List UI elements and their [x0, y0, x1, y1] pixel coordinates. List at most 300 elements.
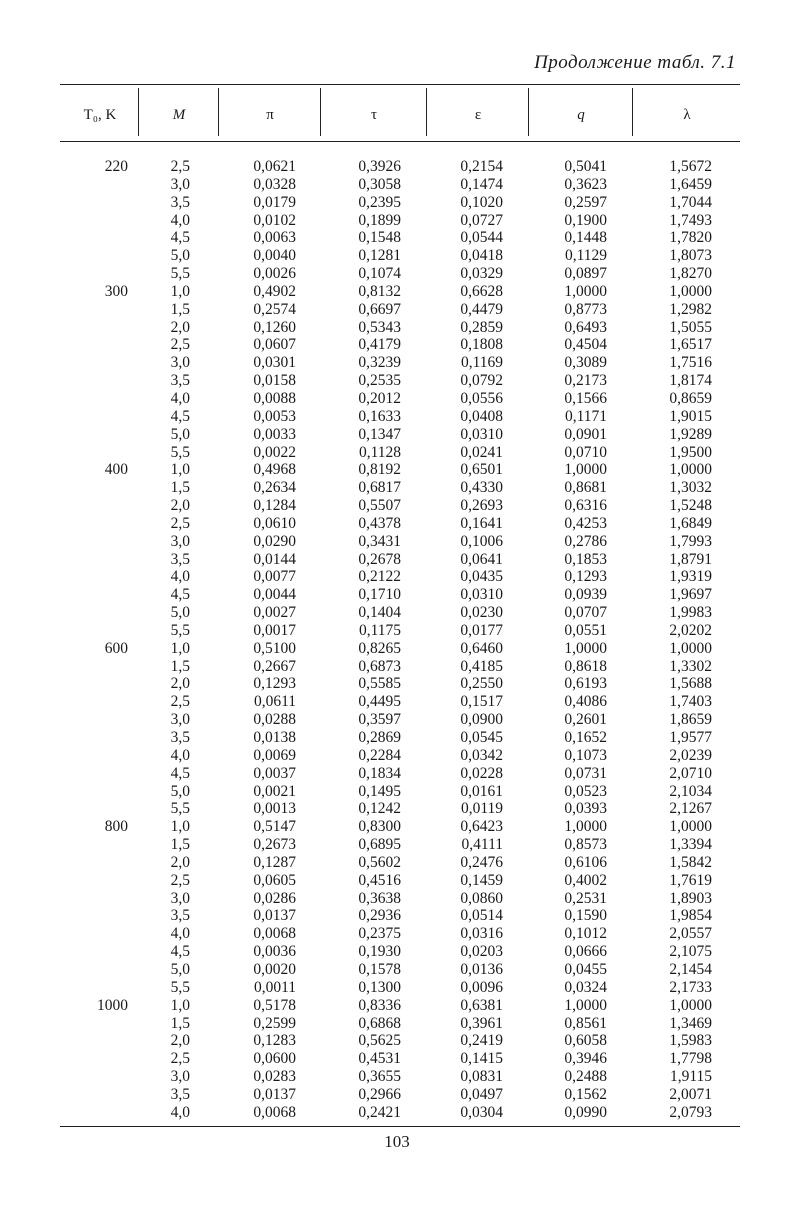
header-pi: π	[266, 106, 274, 123]
cell-lambda: 1,9983	[669, 604, 712, 622]
cell-q: 0,6316	[564, 497, 607, 515]
cell-epsilon: 0,2419	[460, 1032, 503, 1050]
cell-q: 0,6058	[564, 1032, 607, 1050]
cell-lambda: 1,9500	[669, 443, 712, 461]
column-pi	[236, 158, 296, 1122]
table-bottom-rule	[60, 1126, 740, 1127]
cell-tau: 0,1347	[358, 425, 401, 443]
cell-epsilon: 0,1459	[460, 871, 503, 889]
cell-pi: 0,0621	[253, 158, 296, 175]
cell-pi: 0,0022	[253, 443, 296, 461]
cell-pi: 0,0077	[253, 568, 296, 586]
cell-lambda: 1,5672	[669, 158, 712, 175]
cell-pi: 0,2574	[253, 300, 296, 318]
cell-q: 0,6493	[564, 318, 607, 336]
cell-tau: 0,8265	[358, 639, 401, 657]
header-separator	[632, 88, 633, 136]
cell-q: 1,0000	[564, 282, 607, 300]
cell-epsilon: 0,0727	[460, 211, 503, 229]
cell-lambda: 2,0793	[669, 1103, 712, 1121]
cell-pi: 0,5100	[253, 639, 296, 657]
cell-tau: 0,1300	[358, 978, 401, 996]
cell-q: 0,1448	[564, 229, 607, 247]
cell-lambda: 1,9289	[669, 425, 712, 443]
cell-m: 2,0	[170, 1032, 190, 1050]
cell-t0	[58, 961, 128, 979]
cell-epsilon: 0,1808	[460, 336, 503, 354]
cell-epsilon: 0,1006	[460, 532, 503, 550]
cell-pi: 0,0088	[253, 389, 296, 407]
cell-q: 0,0523	[564, 782, 607, 800]
cell-pi: 0,0288	[253, 711, 296, 729]
cell-lambda: 2,0710	[669, 764, 712, 782]
cell-m: 1,5	[170, 836, 190, 854]
cell-pi: 0,0063	[253, 229, 296, 247]
cell-t0: 300	[104, 282, 128, 300]
cell-lambda: 2,0239	[669, 746, 712, 764]
cell-m: 2,5	[170, 871, 190, 889]
cell-lambda: 1,8791	[669, 550, 712, 568]
cell-t0	[58, 194, 128, 212]
cell-m: 1,5	[170, 1014, 190, 1032]
cell-t0	[58, 533, 128, 551]
cell-epsilon: 0,1641	[460, 514, 503, 532]
cell-q: 0,4086	[564, 693, 607, 711]
cell-t0	[58, 1015, 128, 1033]
cell-q: 0,6193	[564, 675, 607, 693]
cell-epsilon: 0,2859	[460, 318, 503, 336]
cell-pi: 0,0013	[253, 800, 296, 818]
cell-lambda: 1,7820	[669, 229, 712, 247]
cell-m: 2,5	[170, 693, 190, 711]
cell-q: 1,0000	[564, 461, 607, 479]
cell-pi: 0,0026	[253, 265, 296, 283]
cell-m: 1,5	[170, 479, 190, 497]
cell-lambda: 2,0202	[669, 621, 712, 639]
cell-t0	[58, 551, 128, 569]
cell-t0: 220	[104, 158, 128, 175]
cell-pi: 0,5178	[253, 996, 296, 1014]
cell-epsilon: 0,3961	[460, 1014, 503, 1032]
cell-lambda: 1,9854	[669, 907, 712, 925]
cell-m: 3,5	[170, 372, 190, 390]
cell-m: 5,0	[170, 247, 190, 265]
cell-epsilon: 0,2476	[460, 853, 503, 871]
cell-pi: 0,1293	[253, 675, 296, 693]
cell-t0	[58, 444, 128, 462]
cell-lambda: 0,8659	[669, 389, 712, 407]
cell-m: 4,0	[170, 1103, 190, 1121]
cell-q: 1,0000	[564, 639, 607, 657]
cell-pi: 0,0069	[253, 746, 296, 764]
cell-pi: 0,4968	[253, 461, 296, 479]
cell-lambda: 2,1267	[669, 800, 712, 818]
cell-lambda: 1,5248	[669, 497, 712, 515]
cell-t0	[58, 711, 128, 729]
cell-epsilon: 0,0514	[460, 907, 503, 925]
cell-q: 0,1652	[564, 729, 607, 746]
cell-tau: 0,1548	[358, 229, 401, 247]
cell-pi: 0,0301	[253, 354, 296, 372]
cell-lambda: 1,0000	[669, 818, 712, 836]
cell-epsilon: 0,2154	[460, 158, 503, 175]
cell-q: 0,8773	[564, 300, 607, 318]
cell-t0: 800	[104, 818, 128, 836]
cell-q: 0,2531	[564, 889, 607, 907]
cell-tau: 0,4495	[358, 693, 401, 711]
cell-t0	[58, 301, 128, 319]
cell-q: 0,0710	[564, 443, 607, 461]
cell-pi: 0,0011	[253, 978, 296, 996]
cell-m: 3,5	[170, 1085, 190, 1103]
cell-t0	[58, 622, 128, 640]
cell-epsilon: 0,0241	[460, 443, 503, 461]
cell-pi: 0,0600	[253, 1050, 296, 1068]
cell-q: 0,0990	[564, 1103, 607, 1121]
cell-m: 4,0	[170, 925, 190, 943]
cell-q: 0,8681	[564, 479, 607, 497]
column-m	[150, 158, 190, 1122]
cell-pi: 0,1287	[253, 853, 296, 871]
cell-m: 3,0	[170, 711, 190, 729]
cell-lambda: 2,1454	[669, 960, 712, 978]
cell-q: 0,0666	[564, 943, 607, 961]
cell-t0	[58, 925, 128, 943]
cell-lambda: 1,5688	[669, 675, 712, 693]
cell-q: 0,2601	[564, 711, 607, 729]
cell-tau: 0,1710	[358, 586, 401, 604]
cell-pi: 0,0607	[253, 336, 296, 354]
cell-lambda: 1,7798	[669, 1050, 712, 1068]
cell-tau: 0,1404	[358, 604, 401, 622]
cell-t0	[58, 265, 128, 283]
cell-m: 3,0	[170, 354, 190, 372]
cell-q: 0,3946	[564, 1050, 607, 1068]
cell-q: 0,0731	[564, 764, 607, 782]
cell-lambda: 1,8270	[669, 265, 712, 283]
cell-t0	[58, 1086, 128, 1104]
cell-q: 0,5041	[564, 158, 607, 175]
cell-lambda: 1,5983	[669, 1032, 712, 1050]
cell-t0	[58, 604, 128, 622]
cell-lambda: 1,8903	[669, 889, 712, 907]
cell-lambda: 2,1034	[669, 782, 712, 800]
cell-tau: 0,2421	[358, 1103, 401, 1121]
cell-tau: 0,2012	[358, 389, 401, 407]
cell-epsilon: 0,0228	[460, 764, 503, 782]
cell-pi: 0,0179	[253, 193, 296, 211]
cell-q: 0,2488	[564, 1068, 607, 1086]
cell-tau: 0,2678	[358, 550, 401, 568]
cell-pi: 0,1260	[253, 318, 296, 336]
cell-tau: 0,5585	[358, 675, 401, 693]
cell-m: 4,5	[170, 407, 190, 425]
cell-epsilon: 0,4185	[460, 657, 503, 675]
cell-q: 0,1073	[564, 746, 607, 764]
header-m: M	[172, 106, 186, 123]
cell-tau: 0,3597	[358, 711, 401, 729]
cell-q: 0,1293	[564, 568, 607, 586]
column-q	[547, 158, 607, 1122]
cell-tau: 0,8300	[358, 818, 401, 836]
cell-tau: 0,3638	[358, 889, 401, 907]
cell-q: 0,0939	[564, 586, 607, 604]
cell-tau: 0,3655	[358, 1068, 401, 1086]
cell-lambda: 1,3302	[669, 657, 712, 675]
cell-lambda: 1,7993	[669, 532, 712, 550]
cell-m: 3,5	[170, 193, 190, 211]
cell-epsilon: 0,0304	[460, 1103, 503, 1121]
cell-q: 0,4504	[564, 336, 607, 354]
cell-epsilon: 0,0310	[460, 586, 503, 604]
cell-tau: 0,3239	[358, 354, 401, 372]
cell-t0	[58, 568, 128, 586]
cell-epsilon: 0,0161	[460, 782, 503, 800]
cell-q: 0,0901	[564, 425, 607, 443]
cell-epsilon: 0,6501	[460, 461, 503, 479]
header-tau: τ	[370, 106, 378, 123]
cell-epsilon: 0,0641	[460, 550, 503, 568]
cell-pi: 0,1284	[253, 497, 296, 515]
cell-epsilon: 0,0203	[460, 943, 503, 961]
cell-pi: 0,0290	[253, 532, 296, 550]
cell-pi: 0,0053	[253, 407, 296, 425]
cell-epsilon: 0,2693	[460, 497, 503, 515]
cell-t0	[58, 693, 128, 711]
cell-t0	[58, 372, 128, 390]
cell-t0	[58, 1068, 128, 1086]
cell-pi: 0,0027	[253, 604, 296, 622]
cell-q: 0,1129	[564, 247, 607, 265]
cell-m: 4,0	[170, 389, 190, 407]
cell-pi: 0,0017	[253, 621, 296, 639]
header-lambda: λ	[683, 106, 691, 123]
cell-t0	[58, 658, 128, 676]
cell-m: 4,0	[170, 746, 190, 764]
cell-q: 0,8573	[564, 836, 607, 854]
cell-pi: 0,0037	[253, 764, 296, 782]
cell-m: 4,5	[170, 943, 190, 961]
cell-epsilon: 0,0119	[460, 800, 503, 818]
cell-t0: 400	[104, 461, 128, 479]
cell-tau: 0,1242	[358, 800, 401, 818]
header-t0: T₀, K	[83, 106, 117, 123]
cell-pi: 0,0286	[253, 889, 296, 907]
cell-epsilon: 0,0792	[460, 372, 503, 390]
cell-lambda: 1,6517	[669, 336, 712, 354]
cell-epsilon: 0,0545	[460, 729, 503, 746]
cell-lambda: 1,6849	[669, 514, 712, 532]
cell-q: 0,0551	[564, 621, 607, 639]
cell-tau: 0,1578	[358, 960, 401, 978]
cell-m: 1,5	[170, 300, 190, 318]
cell-m: 5,0	[170, 782, 190, 800]
cell-lambda: 1,0000	[669, 461, 712, 479]
header-q: q	[577, 106, 585, 123]
cell-epsilon: 0,0556	[460, 389, 503, 407]
cell-pi: 0,4902	[253, 282, 296, 300]
cell-lambda: 1,6459	[669, 175, 712, 193]
header-bottom-rule	[60, 141, 740, 142]
cell-t0	[58, 943, 128, 961]
cell-tau: 0,1930	[358, 943, 401, 961]
cell-m: 1,0	[170, 461, 190, 479]
cell-lambda: 1,2982	[669, 300, 712, 318]
cell-m: 3,5	[170, 729, 190, 746]
cell-m: 4,0	[170, 568, 190, 586]
cell-tau: 0,8192	[358, 461, 401, 479]
header-separator	[218, 88, 219, 136]
cell-t0	[58, 1050, 128, 1068]
cell-m: 2,5	[170, 514, 190, 532]
cell-m: 3,5	[170, 550, 190, 568]
cell-tau: 0,1834	[358, 764, 401, 782]
cell-m: 5,5	[170, 621, 190, 639]
cell-m: 1,0	[170, 818, 190, 836]
cell-lambda: 1,5842	[669, 853, 712, 871]
cell-lambda: 1,7403	[669, 693, 712, 711]
cell-m: 5,5	[170, 978, 190, 996]
column-epsilon	[443, 158, 503, 1122]
cell-epsilon: 0,4479	[460, 300, 503, 318]
cell-epsilon: 0,6381	[460, 996, 503, 1014]
cell-m: 4,5	[170, 229, 190, 247]
cell-pi: 0,0040	[253, 247, 296, 265]
cell-t0	[58, 229, 128, 247]
cell-m: 5,5	[170, 800, 190, 818]
cell-t0	[58, 515, 128, 533]
cell-pi: 0,2634	[253, 479, 296, 497]
cell-lambda: 1,9319	[669, 568, 712, 586]
cell-tau: 0,3058	[358, 175, 401, 193]
cell-pi: 0,0138	[253, 729, 296, 746]
cell-q: 1,0000	[564, 818, 607, 836]
cell-q: 0,1590	[564, 907, 607, 925]
cell-lambda: 1,9577	[669, 729, 712, 746]
cell-tau: 0,6868	[358, 1014, 401, 1032]
cell-m: 3,0	[170, 175, 190, 193]
cell-q: 0,0393	[564, 800, 607, 818]
cell-q: 0,1012	[564, 925, 607, 943]
cell-t0	[58, 675, 128, 693]
cell-lambda: 1,3394	[669, 836, 712, 854]
cell-t0	[58, 426, 128, 444]
cell-tau: 0,1899	[358, 211, 401, 229]
cell-pi: 0,0020	[253, 960, 296, 978]
header-separator	[426, 88, 427, 136]
cell-epsilon: 0,0230	[460, 604, 503, 622]
cell-tau: 0,1495	[358, 782, 401, 800]
cell-m: 2,0	[170, 318, 190, 336]
cell-tau: 0,5343	[358, 318, 401, 336]
cell-t0	[58, 390, 128, 408]
cell-tau: 0,4378	[358, 514, 401, 532]
cell-lambda: 1,9697	[669, 586, 712, 604]
cell-pi: 0,2673	[253, 836, 296, 854]
cell-m: 5,0	[170, 604, 190, 622]
cell-pi: 0,0328	[253, 175, 296, 193]
cell-pi: 0,0068	[253, 925, 296, 943]
cell-tau: 0,1175	[358, 621, 401, 639]
cell-lambda: 1,9015	[669, 407, 712, 425]
cell-t0	[58, 890, 128, 908]
cell-q: 0,3623	[564, 175, 607, 193]
cell-q: 0,2597	[564, 193, 607, 211]
cell-m: 3,0	[170, 1068, 190, 1086]
cell-tau: 0,3926	[358, 158, 401, 175]
cell-tau: 0,5507	[358, 497, 401, 515]
cell-m: 3,0	[170, 532, 190, 550]
cell-q: 0,8618	[564, 657, 607, 675]
cell-tau: 0,1633	[358, 407, 401, 425]
cell-lambda: 1,8174	[669, 372, 712, 390]
cell-tau: 0,1074	[358, 265, 401, 283]
cell-lambda: 1,0000	[669, 639, 712, 657]
column-lambda	[652, 158, 712, 1122]
cell-epsilon: 0,1169	[460, 354, 503, 372]
cell-pi: 0,0137	[253, 1085, 296, 1103]
cell-pi: 0,0033	[253, 425, 296, 443]
cell-epsilon: 0,0316	[460, 925, 503, 943]
cell-epsilon: 0,0497	[460, 1085, 503, 1103]
cell-pi: 0,0283	[253, 1068, 296, 1086]
cell-epsilon: 0,0329	[460, 265, 503, 283]
cell-t0	[58, 1104, 128, 1122]
cell-t0	[58, 479, 128, 497]
cell-t0	[58, 747, 128, 765]
cell-epsilon: 0,0831	[460, 1068, 503, 1086]
cell-lambda: 2,1733	[669, 978, 712, 996]
cell-pi: 0,0068	[253, 1103, 296, 1121]
cell-t0: 600	[104, 639, 128, 657]
header-epsilon: ε	[474, 106, 482, 123]
cell-tau: 0,2395	[358, 193, 401, 211]
cell-t0	[58, 765, 128, 783]
cell-tau: 0,2122	[358, 568, 401, 586]
cell-t0	[58, 497, 128, 515]
cell-q: 0,2173	[564, 372, 607, 390]
cell-q: 0,6106	[564, 853, 607, 871]
cell-m: 1,5	[170, 657, 190, 675]
cell-tau: 0,6873	[358, 657, 401, 675]
cell-m: 3,0	[170, 889, 190, 907]
cell-q: 0,1566	[564, 389, 607, 407]
cell-pi: 0,0036	[253, 943, 296, 961]
cell-epsilon: 0,0544	[460, 229, 503, 247]
cell-epsilon: 0,1415	[460, 1050, 503, 1068]
cell-tau: 0,3431	[358, 532, 401, 550]
cell-t0	[58, 247, 128, 265]
cell-q: 0,2786	[564, 532, 607, 550]
cell-tau: 0,2869	[358, 729, 401, 746]
cell-epsilon: 0,0435	[460, 568, 503, 586]
cell-t0	[58, 586, 128, 604]
cell-m: 2,0	[170, 497, 190, 515]
cell-t0	[58, 854, 128, 872]
cell-epsilon: 0,6628	[460, 282, 503, 300]
cell-lambda: 2,1075	[669, 943, 712, 961]
cell-pi: 0,0605	[253, 871, 296, 889]
cell-m: 1,0	[170, 996, 190, 1014]
cell-tau: 0,1128	[358, 443, 401, 461]
cell-m: 4,5	[170, 764, 190, 782]
cell-tau: 0,2284	[358, 746, 401, 764]
cell-epsilon: 0,0177	[460, 621, 503, 639]
cell-q: 0,8561	[564, 1014, 607, 1032]
cell-t0	[58, 729, 128, 747]
cell-epsilon: 0,0408	[460, 407, 503, 425]
cell-q: 0,1562	[564, 1085, 607, 1103]
